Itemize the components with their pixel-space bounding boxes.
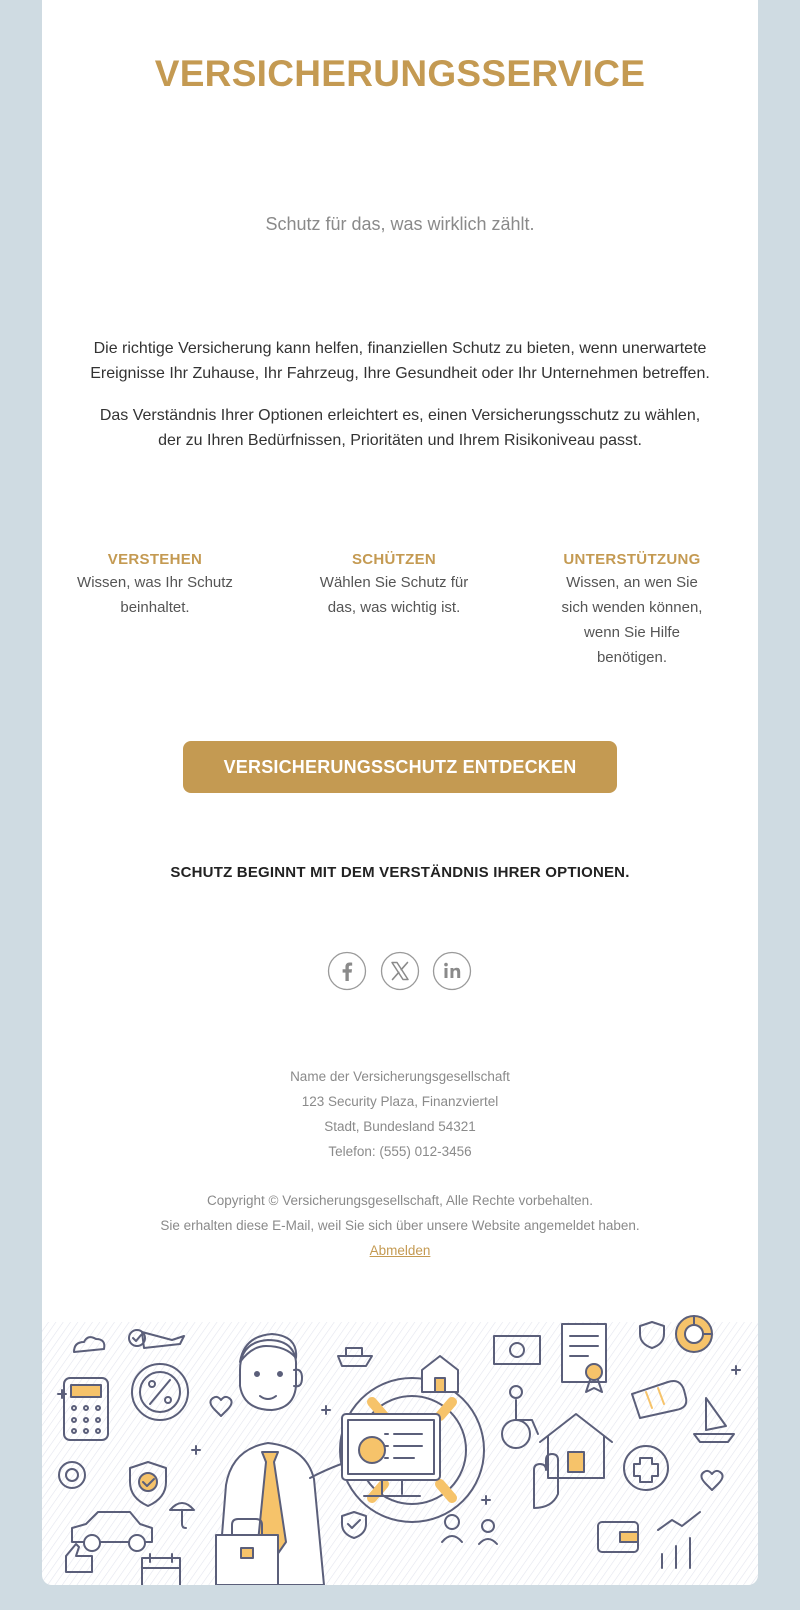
copyright-text: Copyright © Versicherungsgesellschaft, Alle Rechte vorbehalten. — [207, 1193, 593, 1208]
company-street: 123 Security Plaza, Finanzviertel — [301, 1094, 499, 1109]
card-top — [42, 0, 758, 12]
intro-paragraph-1-line-1: Die richtige Versicherung kann helfen, finanziellen Schutz zu bieten, wenn unerwartete — [93, 340, 707, 357]
feature-text — [304, 570, 484, 620]
hero-tagline: Schutz für das, was wirklich zählt. — [265, 214, 535, 234]
feature-text-line: Wissen, an wen Sie — [566, 574, 698, 591]
feature-text — [542, 570, 722, 670]
unsubscribe-link[interactable]: Abmelden — [369, 1243, 431, 1258]
intro-paragraph-2-line-2: der zu Ihren Bedürfnissen, Prioritäten und Ihrem Risikoniveau passt. — [158, 432, 642, 449]
insurance-illustration — [42, 1310, 758, 1585]
intro-paragraph-2-line-1: Das Verständnis Ihrer Optionen erleichtert es, einen Versicherungsschutz zu wählen, — [99, 407, 701, 424]
linkedin-icon[interactable] — [432, 951, 472, 991]
feature-understand — [65, 551, 245, 620]
intro-paragraph-1-line-2: Ereignisse Ihr Zuhause, Ihr Fahrzeug, Ihre Gesundheit oder Ihr Unternehmen betreffen. — [90, 365, 710, 382]
feature-text — [65, 570, 245, 620]
feature-text-line: beinhaltet. — [120, 599, 190, 616]
intro-paragraph-2 — [62, 403, 738, 453]
feature-text-line: wenn Sie Hilfe — [584, 624, 680, 641]
feature-text-line: Wissen, was Ihr Schutz — [77, 574, 233, 591]
feature-title: UNTERSTÜTZUNG — [563, 551, 701, 568]
slogan: SCHUTZ BEGINNT MIT DEM VERSTÄNDNIS IHRER OPTIONEN. — [170, 864, 630, 881]
feature-title: SCHÜTZEN — [351, 551, 437, 568]
email-card — [42, 0, 758, 1585]
feature-text-line: Wählen Sie Schutz für — [319, 574, 469, 591]
company-city: Stadt, Bundesland 54321 — [324, 1119, 476, 1134]
feature-support — [542, 551, 722, 670]
feature-title: VERSTEHEN — [107, 551, 203, 568]
page-title: VERSICHERUNGSSERVICE — [154, 53, 646, 94]
explore-coverage-button[interactable]: VERSICHERUNGSSCHUTZ ENTDECKEN — [183, 741, 617, 793]
feature-text-line: benötigen. — [596, 649, 668, 666]
company-address — [42, 1064, 758, 1164]
company-phone: Telefon: (555) 012-3456 — [328, 1144, 472, 1159]
legal-footer — [42, 1188, 758, 1263]
x-icon[interactable] — [380, 951, 420, 991]
facebook-icon[interactable] — [327, 951, 367, 991]
feature-protect — [304, 551, 484, 620]
subscription-notice: Sie erhalten diese E-Mail, weil Sie sich über unsere Website angemeldet haben. — [160, 1218, 640, 1233]
feature-text-line: das, was wichtig ist. — [327, 599, 461, 616]
company-name: Name der Versicherungsgesellschaft — [290, 1069, 510, 1084]
intro-paragraph-1 — [62, 336, 738, 386]
feature-text-line: sich wenden können, — [561, 599, 703, 616]
